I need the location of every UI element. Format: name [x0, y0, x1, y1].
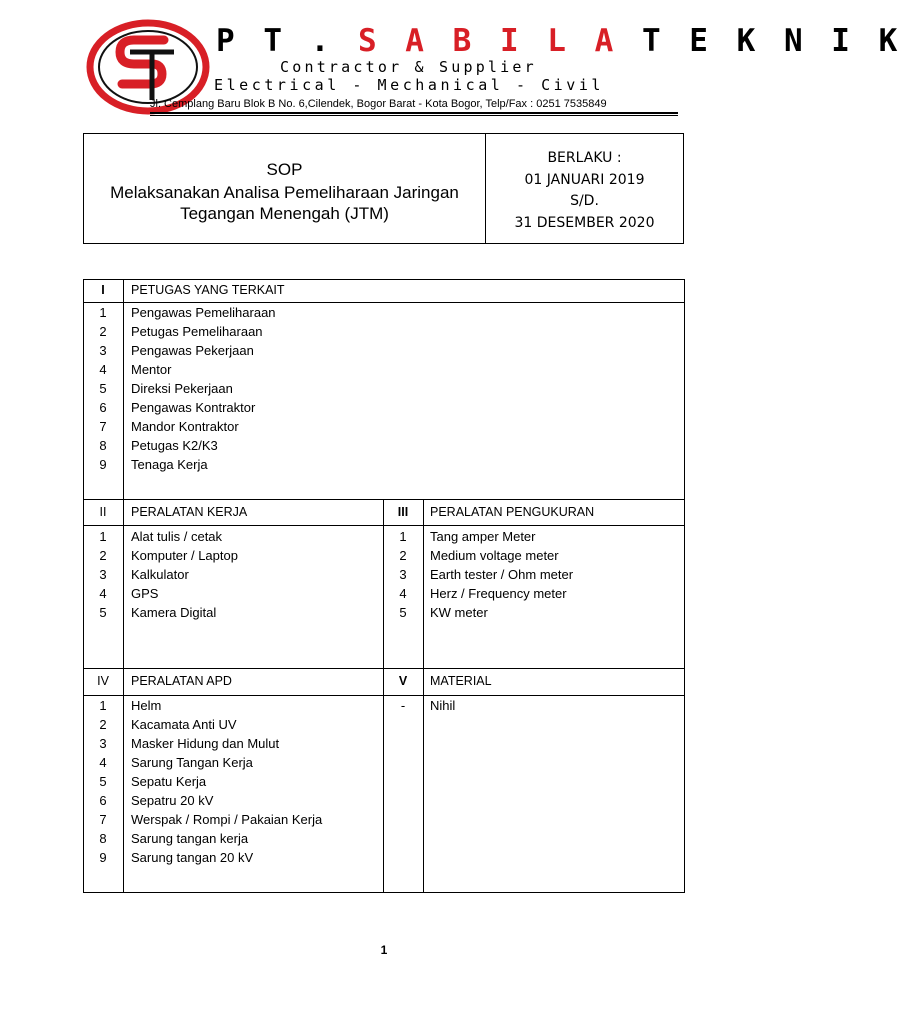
list-item: Werspak / Rompi / Pakaian Kerja: [131, 812, 323, 827]
list-item: Kacamata Anti UV: [131, 717, 237, 732]
list-item-number: 4: [399, 586, 407, 601]
section-4-items: [131, 696, 322, 867]
list-item-number: 5: [399, 605, 407, 620]
sop-title: [84, 182, 485, 224]
list-item-number: 4: [99, 586, 107, 601]
list-item: Kalkulator: [131, 567, 189, 582]
list-item-number: 2: [99, 717, 107, 732]
section-1-numeral: I: [101, 283, 105, 297]
section-3-heading: PERALATAN PENGUKURAN: [430, 505, 595, 519]
list-item-number: 9: [99, 457, 107, 472]
list-item: Direksi Pekerjaan: [131, 381, 233, 396]
section-3-items: [430, 527, 573, 622]
section-2-numeral: II: [99, 505, 107, 519]
section-1-items: [131, 303, 276, 474]
validity-separator: S/D.: [570, 193, 599, 209]
company-tagline: Contractor & Supplier: [280, 58, 537, 76]
validity-end-date: 31 DESEMBER 2020: [514, 215, 655, 231]
list-item: Helm: [131, 698, 162, 713]
list-item: Petugas Pemeliharaan: [131, 324, 263, 339]
list-item: Komputer / Laptop: [131, 548, 238, 563]
list-item-number: 3: [399, 567, 407, 582]
list-item-number: 3: [99, 343, 107, 358]
list-item: Earth tester / Ohm meter: [430, 567, 574, 582]
list-item-number: 6: [99, 793, 107, 808]
list-item-number: 5: [99, 381, 107, 396]
list-item: Tenaga Kerja: [131, 457, 208, 472]
validity-cell: [486, 134, 683, 243]
list-item: Mandor Kontraktor: [131, 419, 239, 434]
list-item-number: 2: [99, 548, 107, 563]
list-item: Herz / Frequency meter: [430, 586, 567, 601]
section-5-numeral: V: [398, 674, 408, 688]
list-item-number: 3: [99, 567, 107, 582]
section-3-numbers: [383, 527, 423, 622]
list-item: Alat tulis / cetak: [131, 529, 223, 544]
section-2-heading: PERALATAN KERJA: [131, 505, 248, 519]
table-border: [684, 279, 685, 893]
list-item: Pengawas Pekerjaan: [131, 343, 254, 358]
list-item-number: 5: [99, 774, 107, 789]
list-item-number: 6: [99, 400, 107, 415]
section-3-numeral: III: [397, 505, 409, 519]
list-item-number: 8: [99, 831, 107, 846]
list-item-number: 4: [99, 362, 107, 377]
section-1-heading: PETUGAS YANG TERKAIT: [131, 283, 285, 297]
sop-title-line-2: Tegangan Menengah (JTM): [180, 204, 389, 223]
list-item: Medium voltage meter: [430, 548, 559, 563]
list-item-number: 5: [99, 605, 107, 620]
section-4-heading: PERALATAN APD: [131, 674, 232, 688]
list-item: Masker Hidung dan Mulut: [131, 736, 280, 751]
section-5-heading: MATERIAL: [430, 674, 492, 688]
sop-label: SOP: [266, 160, 303, 179]
list-item: Sarung Tangan Kerja: [131, 755, 253, 770]
list-item-number: 1: [99, 529, 107, 544]
page-number: 1: [380, 943, 388, 957]
section-4-numeral: IV: [97, 674, 109, 688]
section-2-items: [131, 527, 238, 622]
list-item-number: 1: [399, 529, 407, 544]
company-name: P T . S A B I L A T E K N I K: [216, 23, 902, 59]
list-item: Pengawas Pemeliharaan: [131, 305, 276, 320]
list-item-number: 2: [399, 548, 407, 563]
section-4-numbers: [83, 696, 123, 867]
sop-resource-table: [83, 279, 685, 893]
company-disciplines: Electrical - Mechanical - Civil: [214, 76, 605, 94]
list-item: Nihil: [430, 698, 456, 713]
list-item: Tang amper Meter: [430, 529, 536, 544]
list-item: Sepatu Kerja: [131, 774, 207, 789]
header-divider: [150, 112, 678, 114]
column-divider: [423, 499, 424, 893]
section-2-numbers: [83, 527, 123, 622]
company-name-accent: S A B I L A: [357, 23, 619, 59]
column-divider: [123, 279, 124, 893]
list-item: Pengawas Kontraktor: [131, 400, 256, 415]
list-item: Sarung tangan 20 kV: [131, 850, 254, 865]
section-1-numbers: [83, 303, 123, 474]
list-item-number: 8: [99, 438, 107, 453]
company-address: Jl. Cemplang Baru Blok B No. 6,Cilendek, Bogor Barat - Kota Bogor, Telp/Fax : 0251 7535849: [150, 98, 607, 110]
list-item: KW meter: [430, 605, 488, 620]
list-item-number: 2: [99, 324, 107, 339]
sop-title-cell: [84, 134, 486, 243]
validity-label: BERLAKU :: [547, 150, 622, 166]
list-item: Mentor: [131, 362, 172, 377]
list-item: Sepatru 20 kV: [131, 793, 214, 808]
list-item-number: 7: [99, 812, 107, 827]
list-item: Kamera Digital: [131, 605, 217, 620]
list-item-number: 1: [99, 698, 107, 713]
header-divider-thin: [150, 115, 678, 116]
list-item-number: 9: [99, 850, 107, 865]
validity-start-date: 01 JANUARI 2019: [524, 172, 645, 188]
list-item-number: 7: [99, 419, 107, 434]
list-item: Petugas K2/K3: [131, 438, 218, 453]
list-item-number: 1: [99, 305, 107, 320]
sop-title-box: [83, 133, 684, 244]
list-item-number: 4: [99, 755, 107, 770]
list-item: Sarung tangan kerja: [131, 831, 249, 846]
section-5-items: [430, 696, 455, 715]
list-item: GPS: [131, 586, 159, 601]
section-5-numbers: [383, 696, 423, 715]
table-border: [83, 892, 685, 893]
row-divider: [83, 525, 685, 526]
sop-title-line-1: Melaksanakan Analisa Pemeliharaan Jaringan: [110, 183, 459, 202]
list-item-number: -: [400, 698, 406, 713]
list-item-number: 3: [99, 736, 107, 751]
